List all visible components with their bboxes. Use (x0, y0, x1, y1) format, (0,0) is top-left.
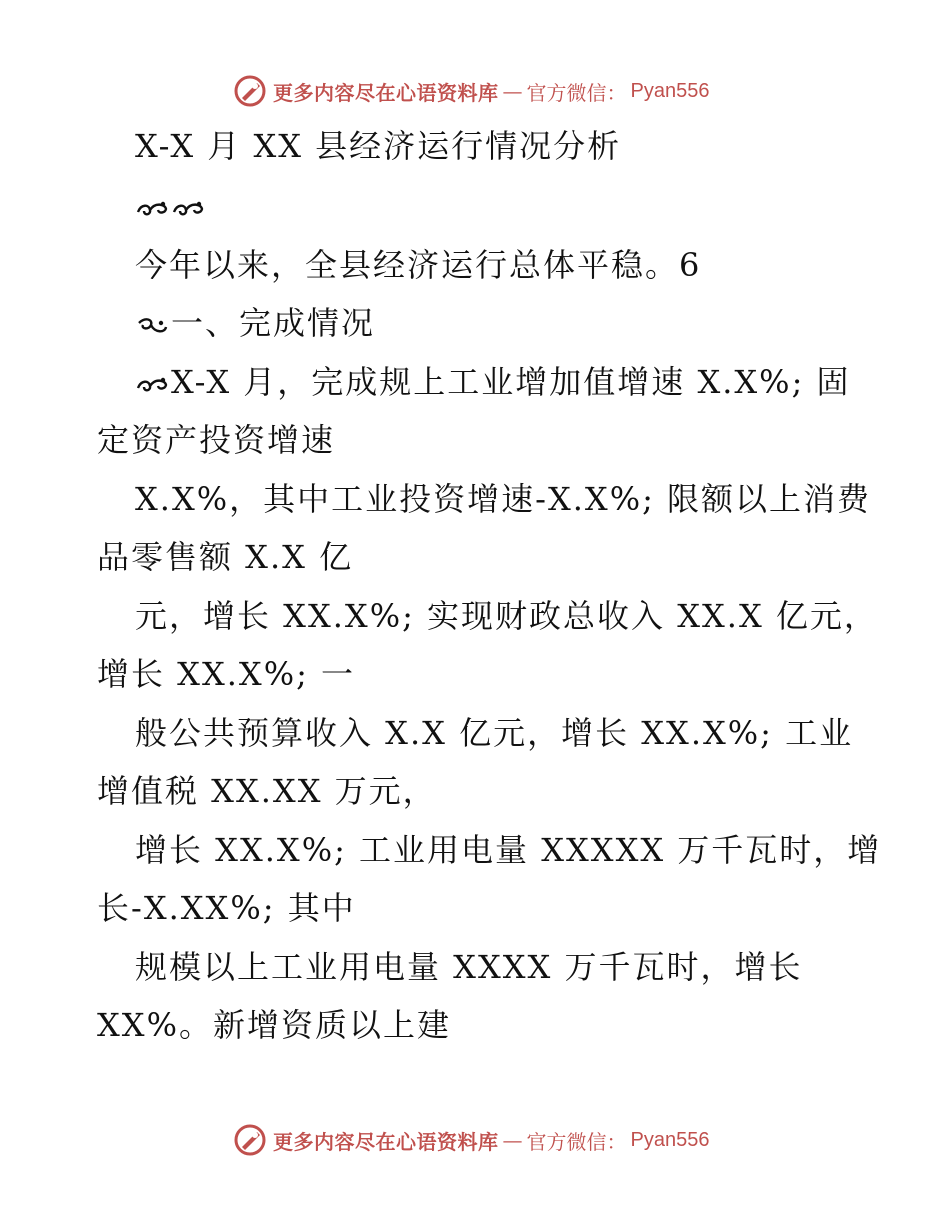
paragraph-line: XX%。新增资质以上建 (97, 1006, 451, 1044)
watermark-wechat-label: 官方微信： (526, 80, 627, 105)
curl-ornament-icon (135, 315, 169, 337)
section-heading-row (135, 303, 375, 343)
paragraph-line: 增值税 XX.XX 万元， (97, 772, 437, 810)
paragraph-line: 增长 XX.X%; 一 (97, 655, 356, 693)
paragraph-line: 规模以上工业用电量 XXXX 万千瓦时，增长 (135, 948, 803, 986)
watermark-wechat-id: Pyan556 (630, 1128, 710, 1151)
quill-logo-icon (233, 74, 267, 108)
watermark-dash: — (502, 79, 523, 103)
paragraph-line: 般公共预算收入 X.X 亿元，增长 XX.X%; 工业 (135, 714, 854, 752)
watermark-wechat-label: 官方微信： (526, 1129, 627, 1154)
section-heading: 一、完成情况 (171, 304, 376, 342)
paragraph-line (135, 362, 851, 402)
intro-paragraph: 今年以来，全县经济运行总体平稳。6 (135, 246, 702, 284)
swirl-ornament-icon (135, 198, 169, 220)
swirl-ornament-icon (135, 374, 169, 396)
ornament-row (135, 186, 207, 226)
header-watermark (233, 73, 709, 109)
watermark-dash: — (502, 1128, 523, 1152)
swirl-ornament-icon (171, 198, 205, 220)
footer-watermark (233, 1122, 709, 1158)
watermark-wechat-id: Pyan556 (630, 79, 710, 102)
paragraph-text: X-X 月，完成规上工业增加值增速 X.X%; 固 (171, 363, 851, 401)
watermark-text: 更多内容尽在心语资料库 (273, 80, 499, 105)
quill-logo-icon (233, 1123, 267, 1157)
watermark-text: 更多内容尽在心语资料库 (273, 1129, 499, 1154)
paragraph-line: 品零售额 X.X 亿 (97, 538, 354, 576)
paragraph-line: 长-X.XX%; 其中 (97, 889, 356, 927)
paragraph-line: 增长 XX.X%; 工业用电量 XXXXX 万千瓦时，增 (135, 831, 882, 869)
paragraph-line: X.X%，其中工业投资增速-X.X%; 限额以上消费 (135, 480, 872, 518)
document-title: X-X 月 XX 县经济运行情况分析 (135, 127, 622, 165)
paragraph-line: 元，增长 XX.X%; 实现财政总收入 XX.X 亿元， (135, 597, 878, 635)
paragraph-line: 定资产投资增速 (97, 421, 336, 459)
